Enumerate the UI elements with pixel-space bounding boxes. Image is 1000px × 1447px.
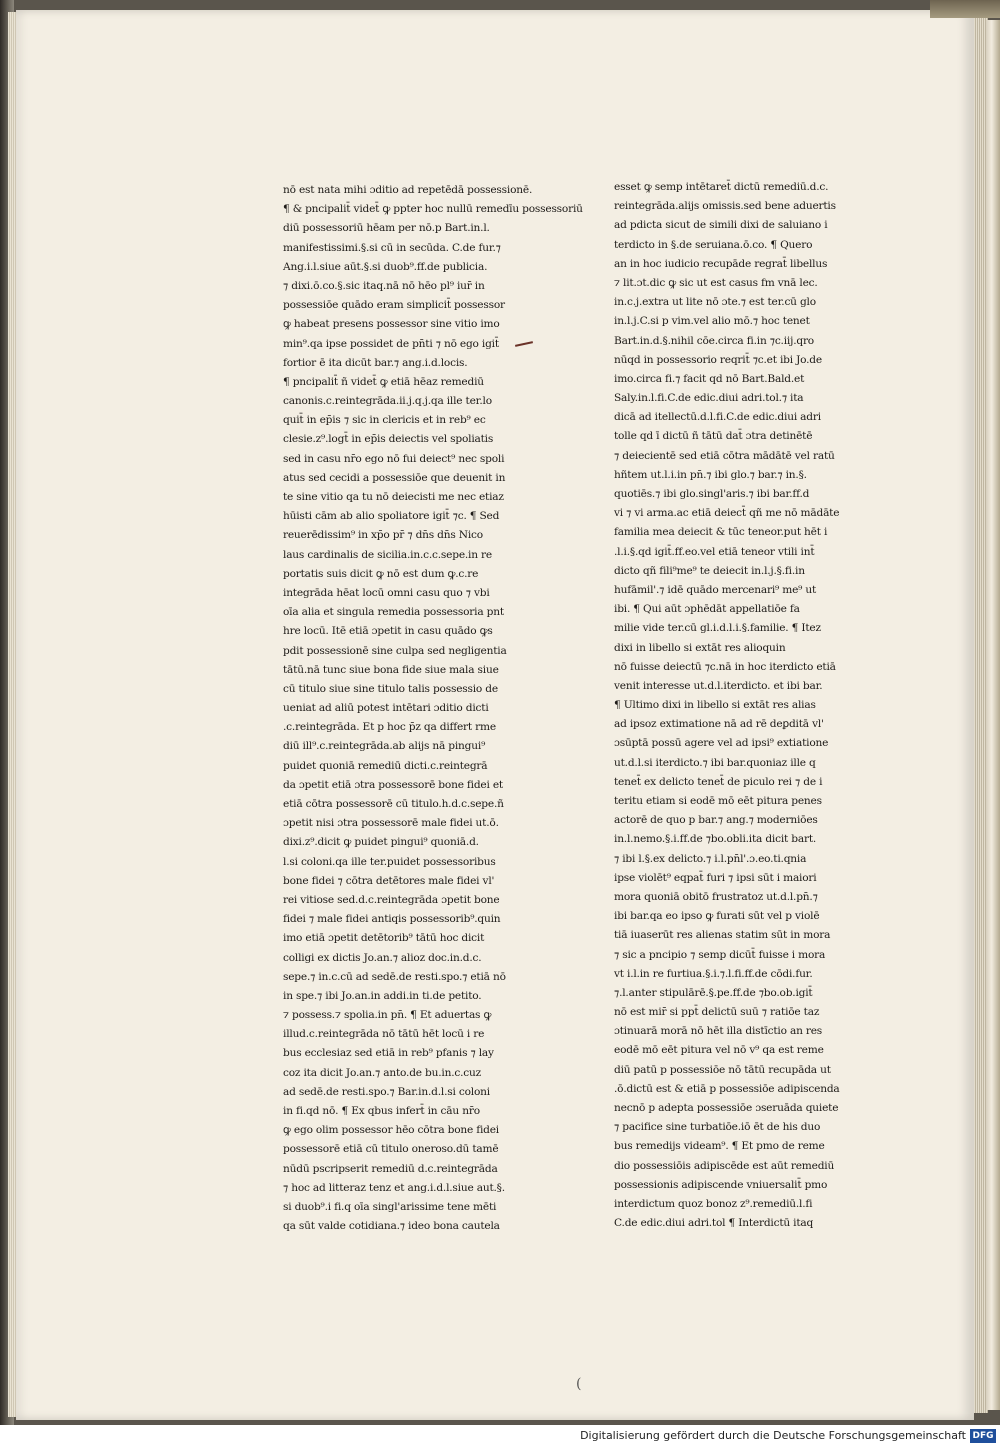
text-line: in.c.j.extra ut lite nō ɔte.⁊ est ter.cū glo xyxy=(614,296,816,309)
text-line: laus cardinalis de sicilia.in.c.c.sepe.in re xyxy=(283,548,492,561)
text-line: quit̄ in ep̄is ⁊ sic in clericis et in reb⁹ ec xyxy=(283,414,486,427)
text-line: illud.c.reintegrāda nō tātū hēt locū i re xyxy=(283,1028,485,1041)
book-board xyxy=(986,20,1000,1410)
text-line: oīa alia et singula remedia possessoria pnt xyxy=(283,606,504,619)
text-line: clesie.z⁹.logt̄ in ep̄is deiectis vel spoliatis xyxy=(283,433,494,446)
text-line: ⁊ sic a pncipio ⁊ semp dicūt̄ fuisse i mora xyxy=(614,948,826,961)
text-line: .ō.dictū est & etiā p possessiōe adipiscenda xyxy=(614,1082,840,1095)
text-line: si duob⁹.i fi.q oīa singl'arissime tene mēti xyxy=(283,1200,497,1213)
text-line: teritu etiam si eodē mō eēt pitura penes xyxy=(614,795,822,807)
footer-credit: Digitalisierung gefördert durch die Deutsche Forschungsgemeinschaft xyxy=(580,1429,966,1442)
text-line: possessiōe quādo eram simplicit̄ possessor xyxy=(283,299,505,312)
text-line: bone fidei ⁊ cōtra detētores male fidei vl' xyxy=(283,874,495,887)
text-line: ¶ & pncipalit̄ videt̄ ꝙ ppter hoc nullū remedīu possessoriū xyxy=(283,203,583,216)
page-mark-icon: ( xyxy=(576,1376,582,1392)
text-line: ad pdicta sicut de simili dixi de saluiano i xyxy=(614,219,828,232)
text-line: ipse violēt⁹ eqpat̄ furi ⁊ ipsi sūt i maiori xyxy=(614,871,817,884)
text-line: fortior ē ita dicūt bar.⁊ ang.i.d.locis. xyxy=(283,356,468,369)
text-line: an in hoc iudicio recupāde regrat̄ libellus xyxy=(614,257,828,270)
text-line: diū possessoriū hēam per nō.p Bart.in.l. xyxy=(283,222,490,235)
text-line: reintegrāda.alijs omissis.sed bene aduertis xyxy=(614,200,836,213)
text-line: ⁊ pacifice sine turbatiōe.iō ēt de his duo xyxy=(614,1121,821,1134)
text-line: rei vitiose sed.d.c.reintegrāda ɔpetit bone xyxy=(283,893,500,906)
text-line: colligi ex dictis Jo.an.⁊ alioz doc.in.d.c. xyxy=(283,951,482,964)
text-line: tiā iuaserūt res alienas statim sūt in mora xyxy=(614,929,831,942)
text-line: familia mea deiecit & tūc teneor.put hēt i xyxy=(614,526,828,539)
text-line: milie vide ter.cū gl.i.d.l.i.§.familie. ¶ Itez xyxy=(614,622,821,635)
text-line: te sine vitio qa tu nō deiecisti me nec etiaz xyxy=(283,491,504,503)
text-line: canonis.c.reintegrāda.ii.j.q.j.qa ille ter.lo xyxy=(283,395,492,408)
text-line: tolle qd ī dictū ñ tātū dat̄ ɔtra detinētē xyxy=(614,430,813,443)
text-line: ¶ pncipalit̄ ñ videt̄ ꝙ etiā hēaz remediū xyxy=(283,375,484,388)
text-line: diū patū p possessiōe nō tātū recupāda ut xyxy=(614,1063,831,1076)
text-line: ibi bar.qa eo ipso ꝙ furati sūt vel p violē xyxy=(614,910,820,923)
text-line: qa sūt valde cotidiana.⁊ ideo bona cautela xyxy=(283,1220,500,1233)
text-line: dicto qñ fili⁹me⁹ te deiecit in.l.j.§.fi.in xyxy=(614,564,805,577)
text-line: dixi in libello si extāt res alioquin xyxy=(614,641,786,654)
text-line: hre locū. Itē etiā ɔpetit in casu quādo ꝙs xyxy=(283,625,493,638)
text-line: vt i.l.in re furtiua.§.i.⁊.l.fi.ff.de cōdi.fur. xyxy=(614,967,813,980)
text-line: Saly.in.l.fi.C.de edic.diui adri.tol.⁊ ita xyxy=(614,392,804,405)
text-line: venit interesse ut.d.l.iterdicto. et ibi bar. xyxy=(614,679,823,692)
text-line: ueniat ad aliū potest intētari ɔditio dicti xyxy=(283,702,489,715)
text-line: portatis suis dicit ꝙ nō est dum ꝙ.c.re xyxy=(283,567,479,580)
text-line: ibi. ¶ Qui aūt ɔphēdāt appellatiōe fa xyxy=(614,603,800,616)
text-line: bus ecclesiaz sed etiā in reb⁹ pfanis ⁊ lay xyxy=(283,1047,494,1060)
text-line: in spe.⁊ ibi Jo.an.in addi.in ti.de petito. xyxy=(283,989,482,1002)
text-line: ⁊ ibi l.§.ex delicto.⁊ i.l.pn̄l'.ɔ.eo.ti.qnia xyxy=(614,852,807,865)
text-line: necnō p adepta possessiōe ɔseruāda quiete xyxy=(614,1102,839,1114)
text-line: in.l.j.C.si p vim.vel alio mō.⁊ hoc tenet xyxy=(614,315,810,328)
text-line: possessionis adipiscende vniuersalit̄ pmo xyxy=(614,1178,828,1191)
text-line: min⁹.qa ipse possidet de pn̄ti ⁊ nō ego igit̄ xyxy=(283,337,499,350)
text-line: ut.d.l.si iterdicto.⁊ ibi bar.quoniaz ille q xyxy=(614,756,816,769)
text-line: terdicto in §.de seruiana.ō.co. ¶ Quero xyxy=(614,238,813,251)
text-line: coz ita dicit Jo.an.⁊ anto.de bu.in.c.cuz xyxy=(283,1066,482,1079)
text-line: .c.reintegrāda. Et p hoc p̄z qa differt rme xyxy=(283,721,496,734)
text-column-left xyxy=(283,181,583,1236)
text-line: ad ipsoz extimatione nā ad rē deꝑditā vl' xyxy=(614,718,824,731)
text-line: fidei ⁊ male fidei antiqis possessorib⁹.quin xyxy=(283,913,501,926)
text-line: tenet̄ ex delicto tenet̄ de piculo rei ⁊ de i xyxy=(614,775,823,788)
text-line: dio possessiōis adipiscēde est aūt remediū xyxy=(614,1159,835,1172)
text-line: ɔsūptā possū agere vel ad ipsi⁹ extiatione xyxy=(614,737,829,750)
text-column-right xyxy=(614,178,844,1233)
text-line: vi ⁊ vi arma.ac etiā deiect̄ qñ me nō mādāte xyxy=(614,507,840,520)
text-line: ⁊ lit.ɔt.dic ꝙ sic ut est casus fm vnā lec. xyxy=(614,276,818,289)
text-line: integrāda hēat locū omni casu quo ⁊ vbi xyxy=(283,586,490,599)
text-line: hñtem ut.l.i.in pn̄.⁊ ibi glo.⁊ bar.⁊ in.§. xyxy=(614,468,807,481)
text-line: etiā cōtra possessorē cū titulo.h.d.c.sepe.ñ xyxy=(283,798,504,810)
text-line: in.l.nemo.§.i.ff.de ⁊bo.obli.ita dicit bart. xyxy=(614,833,817,846)
text-line: in fi.qd nō. ¶ Ex qbus infert̄ in cāu nr̄o xyxy=(283,1105,480,1117)
text-line: ⁊ dixi.ō.co.§.sic itaq.nā nō hēo pl⁹ iur̄ in xyxy=(283,279,485,292)
text-line: actorē de quo p bar.⁊ ang.⁊ moderniōes xyxy=(614,814,818,827)
text-line: dixi.z⁹.dicit ꝙ puidet pingui⁹ quoniā.d. xyxy=(283,836,479,849)
text-line: nūdū pscripserit remediū d.c.reintegrāda xyxy=(283,1162,498,1175)
text-line: ⁊ hoc ad litteraz tenz et ang.i.d.l.siue aut.§. xyxy=(283,1181,505,1194)
text-line: manifestissimi.§.si cū in secūda. C.de fur.⁊ xyxy=(283,241,501,254)
text-line: reuerēdissim⁹ in xp̄o pr̄ ⁊ dn̄s dn̄s Nico xyxy=(283,529,483,542)
text-line: l.si coloni.qa ille ter.puidet possessoribus xyxy=(283,855,496,868)
text-line: ¶ Ultimo dixi in libello si extāt res alias xyxy=(614,699,816,712)
text-line: esset ꝙ semp intētaret̄ dictū remediū.d.c. xyxy=(614,181,829,193)
binding-top xyxy=(930,0,1000,18)
text-line: imo etiā ɔpetit detētorib⁹ tātū hoc dicit xyxy=(283,932,485,945)
text-line: cū titulo siue sine titulo talis possessio de xyxy=(283,682,498,695)
text-line: ɔpetit nisi ɔtra possessorē male fidei ut.ō. xyxy=(283,817,499,830)
text-line: ꝙ habeat presens possessor sine vitio imo xyxy=(283,318,500,331)
text-line: possessorē etiā cū titulo oneroso.dū tamē xyxy=(283,1143,499,1156)
text-line: ⁊ deiecientē sed etiā cōtra mādātē vel ratū xyxy=(614,449,835,462)
text-line: ɔtinuarā morā nō hēt illa distīctio an res xyxy=(614,1025,823,1038)
text-line: puidet quoniā remediū dicti.c.reintegrā xyxy=(283,759,488,772)
text-line: hufāmil'.⁊ idē quādo mercenari⁹ me⁹ ut xyxy=(614,583,817,596)
text-line: eodē mō eēt pitura vel nō v⁹ qa est reme xyxy=(614,1044,824,1057)
text-line: imo.circa fi.⁊ facit qd nō Bart.Bald.et xyxy=(614,372,805,385)
text-line: ⁊ possess.⁊ spolia.in pn̄. ¶ Et aduertas ꝙ xyxy=(283,1009,492,1022)
text-line: nō est nata mihi ɔditio ad repetēdā possessionē. xyxy=(283,184,533,196)
text-line: pdit possessionē sine culpa sed negligentia xyxy=(283,644,507,657)
text-line: .l.i.§.qd igit̄.ff.eo.vel etiā teneor vtili int̄ xyxy=(614,545,815,558)
text-line: nūqd in possessorio reqrit̄ ⁊c.et ibi Jo.de xyxy=(614,353,822,366)
text-line: Ang.i.l.siue aūt.§.si duob⁹.ff.de publicia. xyxy=(283,260,488,273)
text-line: quotiēs.⁊ ibi glo.singl'aris.⁊ ibi bar.ff.d xyxy=(614,488,810,500)
text-line: ad sedē.de resti.spo.⁊ Bar.in.d.l.si coloni xyxy=(283,1085,490,1098)
text-line: atus sed cecidi a possessiōe que deuenit in xyxy=(283,471,506,484)
text-line: interdictum quoz bonoz z⁹.remediū.l.fi xyxy=(614,1197,813,1210)
dfg-logo-icon: DFG xyxy=(970,1429,996,1443)
digitization-footer xyxy=(0,1425,1000,1447)
text-line: Bart.in.d.§.nihil cōe.circa fi.in ⁊c.iij.qro xyxy=(614,334,814,347)
text-line: diū ill⁹.c.reintegrāda.ab alijs nā pingui⁹ xyxy=(283,740,486,753)
text-line: ⁊.l.anter stipulārē.§.pe.ff.de ⁊bo.ob.igit̄ xyxy=(614,986,813,999)
text-line: sepe.⁊ in.c.cū ad sedē.de resti.spo.⁊ etiā nō xyxy=(283,970,506,983)
text-line: nō fuisse deiectū ⁊c.nā in hoc iterdicto etiā xyxy=(614,660,836,673)
text-line: ꝙ ego olim possessor hēo cōtra bone fidei xyxy=(283,1124,499,1137)
text-line: da ɔpetit etiā ɔtra possessorē bone fidei et xyxy=(283,778,503,791)
text-line: hūisti cām ab alio spoliatore igit̄ ⁊c. ¶ Sed xyxy=(283,510,500,523)
text-line: tātū.nā tunc siue bona fide siue mala siue xyxy=(283,663,499,676)
text-line: mora quoniā obitō frustratoz ut.d.l.pn̄.⁊ xyxy=(614,890,818,903)
text-line: sed in casu nr̄o ego nō fui deiect⁹ nec spoli xyxy=(283,452,505,465)
text-line: bus remedijs videam⁹. ¶ Et pmo de reme xyxy=(614,1140,825,1153)
text-line: dicā ad itellectū.d.l.fi.C.de edic.diui adri xyxy=(614,411,821,424)
text-line: nō est mir̄ si ppt̄ delictū suū ⁊ ratiōe taz xyxy=(614,1006,820,1019)
text-line: C.de edic.diui adri.tol ¶ Interdictū itaq xyxy=(614,1217,814,1230)
